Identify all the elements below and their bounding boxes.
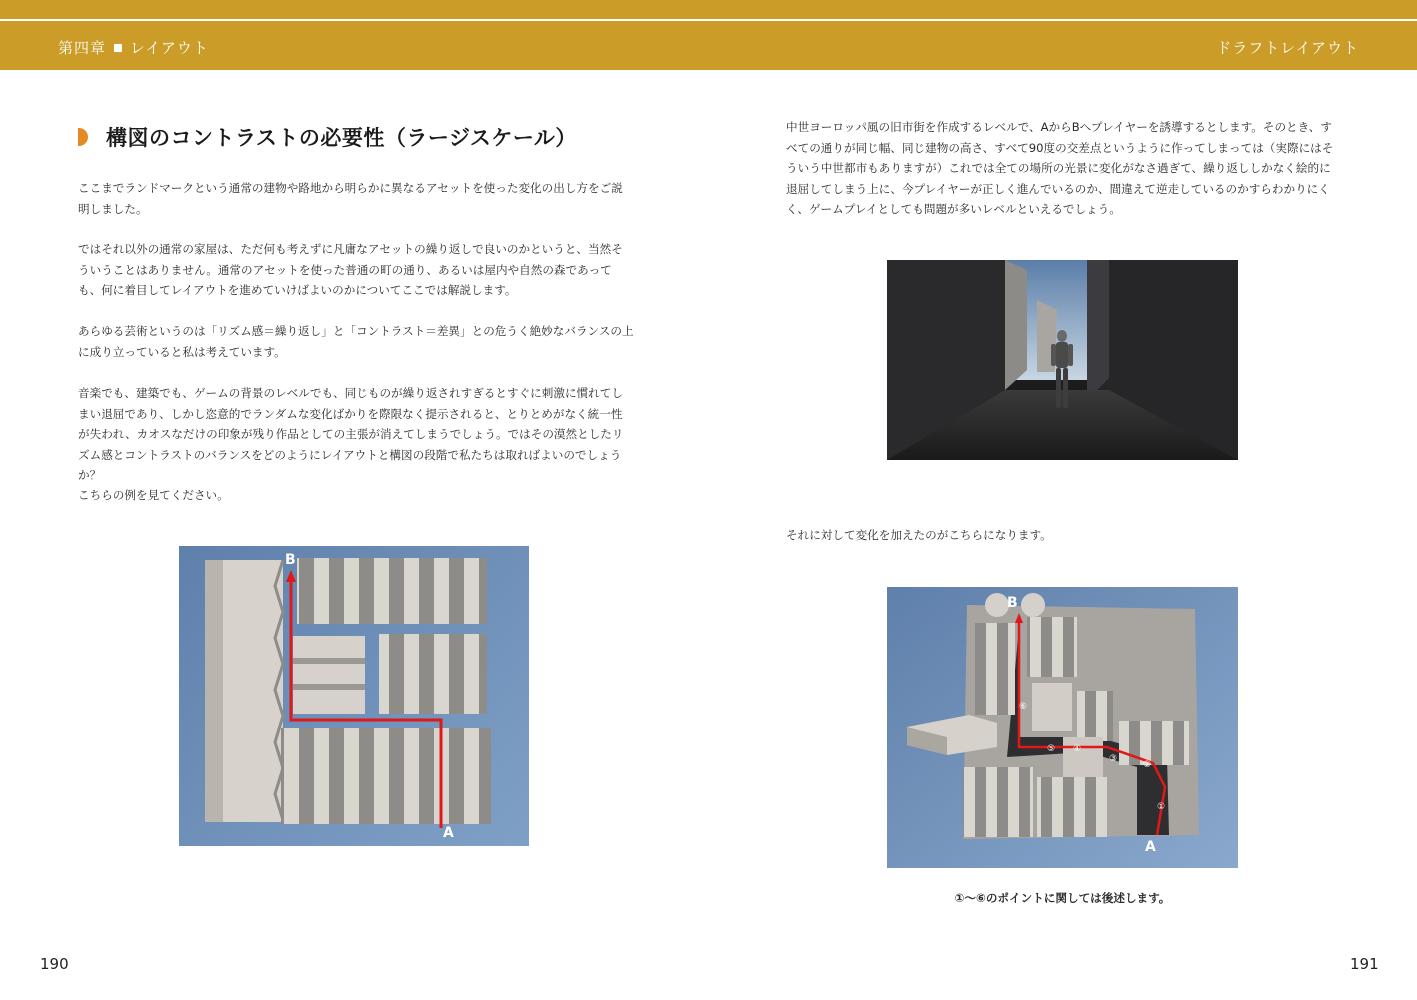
- heading-text: 構図のコントラストの必要性（ラージスケール）: [106, 126, 577, 150]
- point-marker-5: ⑤: [1047, 744, 1056, 754]
- chapter-number: 第四章: [58, 39, 107, 57]
- point-marker-4: ④: [1073, 744, 1082, 754]
- paragraph-1: ここまでランドマークという通常の建物や路地から明らかに異なるアセットを使った変化の出し方をご説明しました。: [78, 181, 623, 216]
- half-circle-marker-icon: [78, 128, 88, 146]
- point-marker-3: ③: [1109, 754, 1118, 764]
- chapter-label: [58, 37, 209, 58]
- point-marker-6: ⑥: [1019, 702, 1028, 712]
- figure-caption: ①〜⑥のポイントに関しては後述します。: [954, 891, 1171, 905]
- paragraph-4: 音楽でも、建築でも、ゲームの背景のレベルでも、同じものが繰り返されすぎるとすぐに刺激に慣れてしまい退屈であり、しかし恣意的でランダムな変化ばかりを際限なく提示されると、とりとめがなく統一性が失われ、カオスなだけの印象が残り作品としての主張が消えてしまうでしょう。ではその漠然としたリズム感とコントラストのバランスをどのようにレイアウトと構図の段階で私たちは取ればよいのでしょうか？: [78, 386, 624, 482]
- section-heading: [78, 122, 577, 152]
- header-divider: [0, 19, 1417, 21]
- page-number-left: 190: [40, 955, 69, 973]
- paragraph-5: こちらの例を見てください。: [78, 488, 229, 502]
- running-title: ドラフトレイアウト: [1216, 39, 1359, 57]
- figure-label-b: B: [285, 552, 296, 568]
- figure-label-a: A: [443, 825, 454, 841]
- square-bullet-icon: [114, 44, 122, 52]
- paragraph-3: あらゆる芸術というのは「リズム感＝繰り返し」と「コントラスト＝差異」との危うく絶妙なバランスの上に成り立っていると私は考えています。: [78, 324, 634, 359]
- paragraph-2: ではそれ以外の通常の家屋は、ただ何も考えずに凡庸なアセットの繰り返しで良いのかというと、当然そういうことはありません。通常のアセットを使った普通の町の通り、あるいは屋内や自然の森であっても、何に着目してレイアウトを進めていけばよいのかについてここでは解説します。: [78, 242, 623, 297]
- point-marker-1: ①: [1157, 802, 1166, 812]
- page-number-right: 191: [1350, 955, 1379, 973]
- alley-screenshot: [887, 260, 1238, 460]
- header-bar: [0, 0, 1417, 70]
- contrast-paragraph: それに対して変化を加えたのがこちらになります。: [786, 528, 1052, 542]
- varied-layout-figure: [887, 587, 1238, 868]
- grid-layout-figure: [179, 546, 529, 846]
- figure-label-a: A: [1145, 839, 1156, 855]
- figure-label-b: B: [1007, 595, 1018, 611]
- section-name: レイアウト: [130, 39, 209, 57]
- intro-paragraph: 中世ヨーロッパ風の旧市街を作成するレベルで、AからBへプレイヤーを誘導するとします。そのとき、すべての通りが同じ幅、同じ建物の高さ、すべて90度の交差点というように作ってしまっては（実際にはそういう中世都市もありますが）これでは全ての場所の光景に変化がなさ過ぎて、繰り返ししかなく絵的に退屈してしまう上に、今プレイヤーが正しく進んでいるのか、間違えて逆走しているのかすらわかりにくく、ゲームプレイとしても問題が多いレベルといえるでしょう。: [786, 120, 1334, 216]
- point-marker-2: ②: [1143, 760, 1152, 770]
